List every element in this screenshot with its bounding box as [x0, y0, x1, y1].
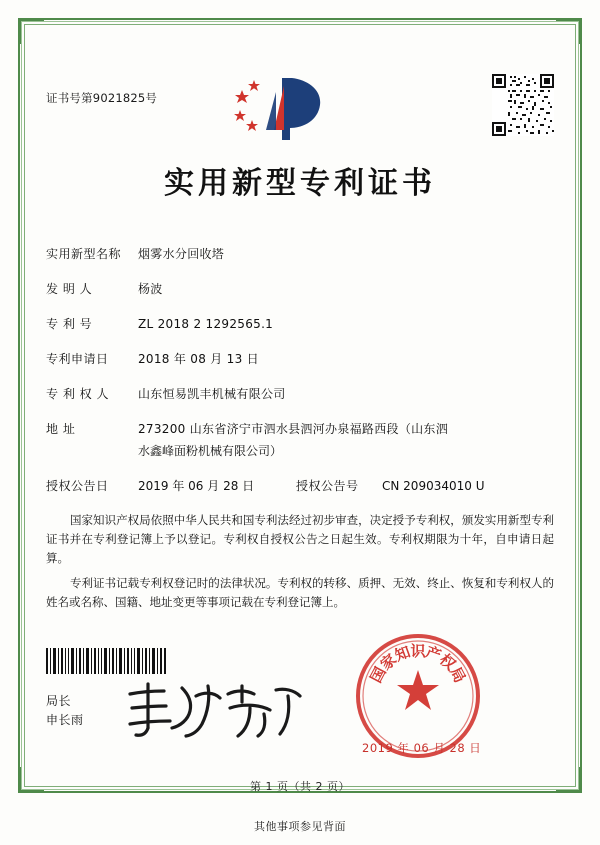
director-handwritten-signature-icon — [118, 678, 308, 740]
field-row-patentee — [46, 384, 554, 404]
field-value: 山东恒易凯丰机械有限公司 — [138, 387, 286, 401]
grant-number-group — [296, 476, 484, 496]
certificate-content — [46, 60, 554, 618]
field-label: 专利申请日 — [46, 352, 109, 366]
legal-paragraph-2: 专利证书记载专利权登记时的法律状况。专利权的转移、质押、无效、终止、恢复和专利权人的姓名或名称、国籍、地址变更等事项记载在专利登记簿上。 — [46, 576, 554, 609]
address-line-2: 水鑫峰面粉机械有限公司） — [138, 444, 283, 458]
field-label: 授权公告日 — [46, 479, 109, 493]
field-value: 杨波 — [138, 282, 163, 296]
corner-ornament-top-right — [556, 18, 582, 44]
field-row-inventor — [46, 279, 554, 299]
certificate-number: 证书号第9021825号 — [46, 91, 158, 105]
field-label: 授权公告号 — [296, 479, 359, 493]
svg-text:权: 权 — [435, 650, 460, 674]
field-row-application-date — [46, 349, 554, 369]
director-title-block — [46, 692, 84, 730]
legal-paragraph-1: 国家知识产权局依照中华人民共和国专利法经过初步审查，决定授予专利权，颁发实用新型专利证书并在专利登记簿上予以登记。专利权自授权公告之日起生效。专利权期限为十年，自申请日起算。 — [46, 513, 554, 565]
page-number: 第 1 页（共 2 页） — [250, 780, 350, 793]
svg-text:家: 家 — [376, 650, 401, 674]
document-barcode-icon — [46, 648, 166, 674]
director-title-line-2: 申长雨 — [46, 713, 84, 727]
legal-text-block — [46, 511, 554, 612]
svg-text:国: 国 — [366, 664, 390, 686]
director-title-line-1: 局长 — [46, 694, 72, 708]
seal-date: 2019 年 06 月 28 日 — [362, 741, 482, 755]
field-label: 发 明 人 — [46, 282, 93, 296]
field-value: 273200 山东省济宁市泗水县泗河办泉福路西段（山东泗 — [138, 422, 449, 436]
footer-note: 其他事项参见背面 — [254, 820, 346, 833]
field-value: ZL 2018 2 1292565.1 — [138, 317, 274, 331]
field-label: 专 利 号 — [46, 317, 93, 331]
field-value: 2018 年 08 月 13 日 — [138, 352, 259, 366]
field-row-patent-number — [46, 314, 554, 334]
field-row-address — [46, 419, 554, 439]
svg-text:知: 知 — [392, 642, 413, 665]
grant-date-group — [46, 476, 296, 496]
field-label: 地 址 — [46, 422, 76, 436]
field-label: 实用新型名称 — [46, 247, 122, 261]
field-label: 专 利 权 人 — [46, 387, 109, 401]
corner-ornament-top-left — [18, 18, 44, 44]
svg-text:局: 局 — [446, 664, 470, 686]
field-value: 2019 年 06 月 28 日 — [138, 479, 255, 493]
field-row-grant-info — [46, 476, 554, 496]
svg-text:识: 识 — [410, 642, 426, 660]
page-title: 实用新型专利证书 — [164, 166, 436, 201]
svg-text:产: 产 — [423, 642, 444, 665]
field-row-utility-model-name — [46, 244, 554, 264]
fields-block — [46, 244, 554, 496]
field-value: CN 209034010 U — [382, 479, 485, 493]
field-value: 烟雾水分回收塔 — [138, 247, 225, 261]
